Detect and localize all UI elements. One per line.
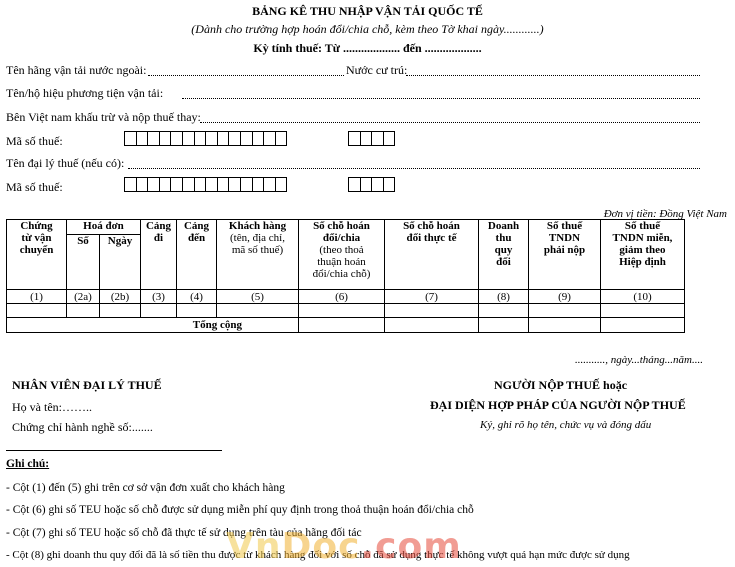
currency-unit: Đơn vị tiền: Đồng Việt Nam [603,208,727,220]
col-number: (2b) [100,290,141,304]
note-item: - Cột (1) đến (5) ghi trên cơ sở vận đơn xuất cho khách hàng [6,482,285,494]
agent-field[interactable] [128,157,700,169]
col-number: (2a) [67,290,100,304]
col-number: (6) [299,290,385,304]
header-arrival-port: Cảng đến [177,220,217,290]
total-cell[interactable] [385,318,479,333]
taxpayer-title: NGƯỜI NỘP THUẾ hoặc [494,378,628,392]
tax-period: Kỳ tính thuế: Từ ................... đến ................... [253,41,482,55]
tax-code-1-boxes[interactable] [124,131,286,146]
tax-code-2-label: Mã số thuế: [6,180,63,194]
vehicle-field[interactable] [182,87,700,99]
vn-party-label: Bên Việt nam khấu trừ và nộp thuế thay: [6,110,201,124]
header-departure-port: Cảng đi [141,220,177,290]
vn-party-field[interactable] [200,111,700,123]
tax-code-2-boxes[interactable] [124,177,286,192]
col-number: (8) [479,290,529,304]
vehicle-label: Tên/hộ hiệu phương tiện vận tải: [6,86,164,100]
form-subtitle: (Dành cho trường hợp hoán đổi/chia chỗ, kèm theo Tờ khai ngày............) [191,22,544,36]
total-cell[interactable] [479,318,529,333]
note-item: - Cột (6) ghi số TEU hoặc số chỗ được sử dụng miễn phí quy định trong thoả thuận hoán đổi/chia chỗ [6,504,474,516]
col-number: (10) [601,290,685,304]
agent-label: Tên đại lý thuế (nếu có): [6,156,125,170]
agent-cert: Chứng chỉ hành nghề số:....... [12,420,153,434]
header-transport-doc: Chứng từ vận chuyển [7,220,67,290]
total-label: Tổng cộng [7,318,299,333]
foreign-carrier-field[interactable] [148,64,344,76]
signature-instruction: Ký, ghi rõ họ tên, chức vụ và đóng dấu [480,419,652,431]
table-row[interactable] [7,304,685,318]
header-swap-slots: Số chỗ hoán đổi/chia (theo thoả thuận hoán đổi/chia chỗ) [299,220,385,290]
col-number: (5) [217,290,299,304]
date-line: ..........., ngày...tháng...năm.... [574,354,703,366]
note-item: - Cột (7) ghi số TEU hoặc số chỗ đã thực tế sử dụng trên tàu của hãng đối tác [6,527,362,539]
total-cell[interactable] [529,318,601,333]
col-number: (7) [385,290,479,304]
header-cit-payable: Số thuế TNDN phải nộp [529,220,601,290]
agent-name: Họ và tên:…….. [12,400,92,414]
note-item: - Cột (8) ghi doanh thu quy đổi đã là số tiền thu được từ khách hàng đối với số chỗ đã sử dụng thực tế không vượt quá hạn mức được sử dụng [6,549,630,561]
watermark-logo: VnDoc.com [226,526,462,567]
divider [6,450,222,451]
header-customer: Khách hàng (tên, địa chỉ, mã số thuế) [217,220,299,290]
income-table [6,219,685,333]
header-converted-revenue: Doanh thu quy đổi [479,220,529,290]
header-invoice: Hoá đơn [67,220,141,235]
col-number: (9) [529,290,601,304]
form-title: BẢNG KÊ THU NHẬP VẬN TẢI QUỐC TẾ [252,4,483,18]
total-cell[interactable] [601,318,685,333]
tax-code-1-suffix-boxes[interactable] [348,131,394,146]
col-number: (1) [7,290,67,304]
header-invoice-date: Ngày [100,235,141,290]
col-number: (4) [177,290,217,304]
total-cell[interactable] [299,318,385,333]
header-invoice-no: Số [67,235,100,290]
notes-heading: Ghi chú: [6,458,50,470]
header-cit-exempt: Số thuế TNDN miễn, giảm theo Hiệp định [601,220,685,290]
tax-code-2-suffix-boxes[interactable] [348,177,394,192]
residence-field[interactable] [406,64,700,76]
legal-rep-title: ĐẠI DIỆN HỢP PHÁP CỦA NGƯỜI NỘP THUẾ [430,398,686,412]
header-actual-slots: Số chỗ hoán đổi thực tế [385,220,479,290]
residence-label: Nước cư trú: [346,63,408,77]
foreign-carrier-label: Tên hãng vận tải nước ngoài: [6,63,147,77]
tax-code-1-label: Mã số thuế: [6,134,63,148]
agent-signature-title: NHÂN VIÊN ĐẠI LÝ THUẾ [12,378,162,392]
col-number: (3) [141,290,177,304]
